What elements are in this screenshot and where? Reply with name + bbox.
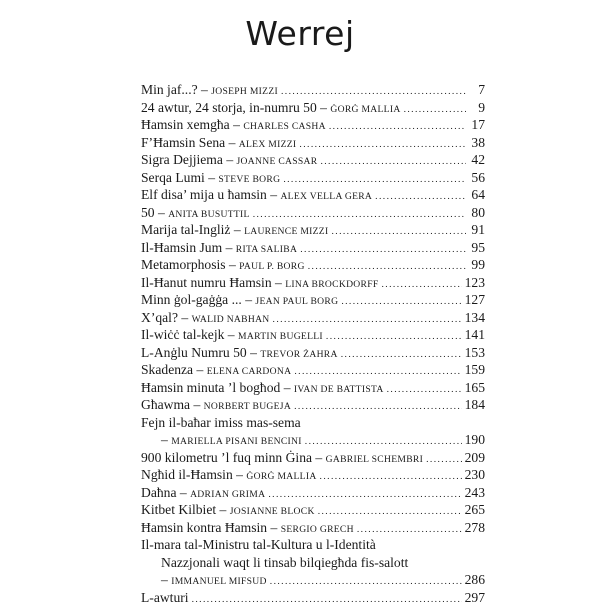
entry-page: 64 [469,186,485,204]
entry-page: 9 [469,99,485,117]
dot-leader [341,293,461,311]
entry-author-line: – IMMANUEL MIFSUD [161,571,267,591]
entry-author: ADRIAN GRIMA [190,489,265,500]
entry-page: 134 [465,309,485,327]
entry-title-text: Kitbet Kilbiet – [141,502,230,517]
entry-page: 286 [465,571,485,589]
toc-entry [141,519,485,537]
entry-title-text: Min jaf...? – [141,82,211,97]
entry-page: 95 [469,239,485,257]
entry-title-text: Għawma – [141,397,204,412]
toc-entry [141,239,485,257]
entry-page: 38 [469,134,485,152]
entry-title-text: Daħna – [141,485,190,500]
entry-author: RITA SALIBA [236,244,297,255]
toc-entry [141,221,485,239]
dot-leader [320,153,466,171]
entry-title-text: Marija tal-Ingliż – [141,222,244,237]
entry-title: Fejn il-baħar imiss mas-sema [141,414,485,432]
dot-leader [426,451,462,469]
entry-page: 17 [469,116,485,134]
toc-entry [141,484,485,502]
entry-author: SERGIO GRECH [281,524,354,535]
entry-title-text: Ħamsin kontra Ħamsin – [141,520,281,535]
dot-leader [329,118,466,136]
entry-author: STEVE BORG [218,174,280,185]
entry-title-text: Sigra Dejjiema – [141,152,237,167]
dot-leader [320,468,462,486]
toc-entry [141,449,485,467]
toc-entry [141,589,485,607]
toc-entry [141,309,485,327]
toc-entry [141,396,485,414]
entry-author: IVAN DE BATTISTA [294,384,384,395]
toc-list [141,449,485,537]
toc-entry-title-line [141,554,485,572]
entry-page: 159 [465,361,485,379]
toc-entry [141,274,485,292]
entry-author: ĠORĠ MALLIA [330,104,400,115]
page-title: Werrej [0,14,600,53]
entry-title-text: F’Ħamsin Sena – [141,135,239,150]
entry-page: 7 [469,81,485,99]
toc-entry [141,134,485,152]
toc-list [141,81,485,414]
entry-author: JOSEPH MIZZI [211,86,278,97]
toc-entry [141,361,485,379]
toc-entry [141,169,485,187]
toc-entry [141,466,485,484]
dot-leader [299,136,466,154]
entry-author: MARTIN BUGELLI [238,331,323,342]
entry-page: 184 [465,396,485,414]
entry-page: 127 [465,291,485,309]
dot-leader [300,241,466,259]
entry-title: Nazzjonali waqt li tinsab bilqiegħda fis-salott [161,554,485,572]
entry-page: 42 [469,151,485,169]
entry-title-text: Il-Ħanut numru Ħamsin – [141,275,285,290]
entry-page: 265 [465,501,485,519]
entry-title-text: Elf disa’ mija u ħamsin – [141,187,280,202]
entry-page: 243 [465,484,485,502]
entry-page: 153 [465,344,485,362]
entry-page: 165 [465,379,485,397]
entry-page: 123 [465,274,485,292]
entry-author: GABRIEL SCHEMBRI [326,454,423,465]
table-of-contents [141,81,485,606]
toc-entry [141,344,485,362]
entry-title: Il-mara tal-Ministru tal-Kultura u l-Identità [141,536,485,554]
entry-title-text: Ħamsin minuta ’l bogħod – [141,380,294,395]
entry-author: LAURENCE MIZZI [244,226,328,237]
entry-title-text: Il-wiċċ tal-kejk – [141,327,238,342]
entry-author: CHARLES CASHA [243,121,326,132]
toc-entry [141,116,485,134]
entry-title-text: Ħamsin xemgħa – [141,117,243,132]
dot-leader [270,573,462,591]
dot-leader [341,346,462,364]
toc-entry [141,501,485,519]
entry-title-text: L-Anġlu Numru 50 – [141,345,260,360]
toc-entry-title-line [141,414,485,432]
entry-author: MARIELLA PISANI BENCINI [171,436,302,447]
entry-author: ANITA BUSUTTIL [168,209,250,220]
dot-leader [326,328,462,346]
entry-title-text: Skadenza – [141,362,207,377]
entry-page: 190 [465,431,485,449]
toc-entry [141,99,485,117]
entry-author: JOSIANNE BLOCK [230,506,315,517]
dot-leader [375,188,466,206]
entry-title-text: 50 – [141,205,168,220]
entry-author-line: – MARIELLA PISANI BENCINI [161,431,302,451]
entry-author: ĠORĠ MALLIA [246,471,316,482]
toc-entry [141,256,485,274]
dot-leader [192,591,462,608]
entry-author: JOANNE CASSAR [237,156,318,167]
entry-title-text: Serqa Lumi – [141,170,218,185]
entry-page: 278 [465,519,485,537]
entry-author: IMMANUEL MIFSUD [171,576,267,587]
entry-author: WALID NABHAN [192,314,270,325]
entry-title-text: X’qal? – [141,310,192,325]
entry-page: 56 [469,169,485,187]
entry-page: 99 [469,256,485,274]
toc-entry [141,571,485,589]
entry-author: ALEX VELLA GERA [280,191,372,202]
toc-entry [141,186,485,204]
toc-entry-title-line [141,536,485,554]
entry-page: 141 [465,326,485,344]
toc-entry [141,291,485,309]
entry-title-text: 900 kilometru ’l fuq minn Ġina – [141,450,326,465]
toc-entry [141,326,485,344]
dot-leader [382,276,462,294]
toc-entry [141,204,485,222]
entry-page: 209 [465,449,485,467]
entry-title-text: 24 awtur, 24 storja, in-numru 50 – [141,100,330,115]
entry-author: PAUL P. BORG [239,261,305,272]
entry-author: LINA BROCKDORFF [285,279,378,290]
dot-leader [331,223,466,241]
entry-title-text: Minn ġol-gaġġa ... – [141,292,255,307]
toc-entry [141,81,485,99]
dot-leader [404,101,466,119]
entry-page: 297 [465,589,485,607]
entry-page: 230 [465,466,485,484]
entry-author: ELENA CARDONA [207,366,292,377]
entry-title-text: Ngħid il-Ħamsin – [141,467,246,482]
entry-author: JEAN PAUL BORG [255,296,338,307]
entry-title: L-awturi [141,589,189,607]
entry-author: ALEX MIZZI [239,139,297,150]
toc-entry [141,379,485,397]
entry-author: NORBERT BUGEJA [204,401,291,412]
entry-title-text: Metamorphosis – [141,257,239,272]
entry-page: 91 [469,221,485,239]
entry-page: 80 [469,204,485,222]
entry-author: TREVOR ŻAHRA [260,349,337,360]
toc-entry [141,431,485,449]
entry-title-text: Il-Ħamsin Jum – [141,240,236,255]
dot-leader [387,381,462,399]
toc-entry [141,151,485,169]
